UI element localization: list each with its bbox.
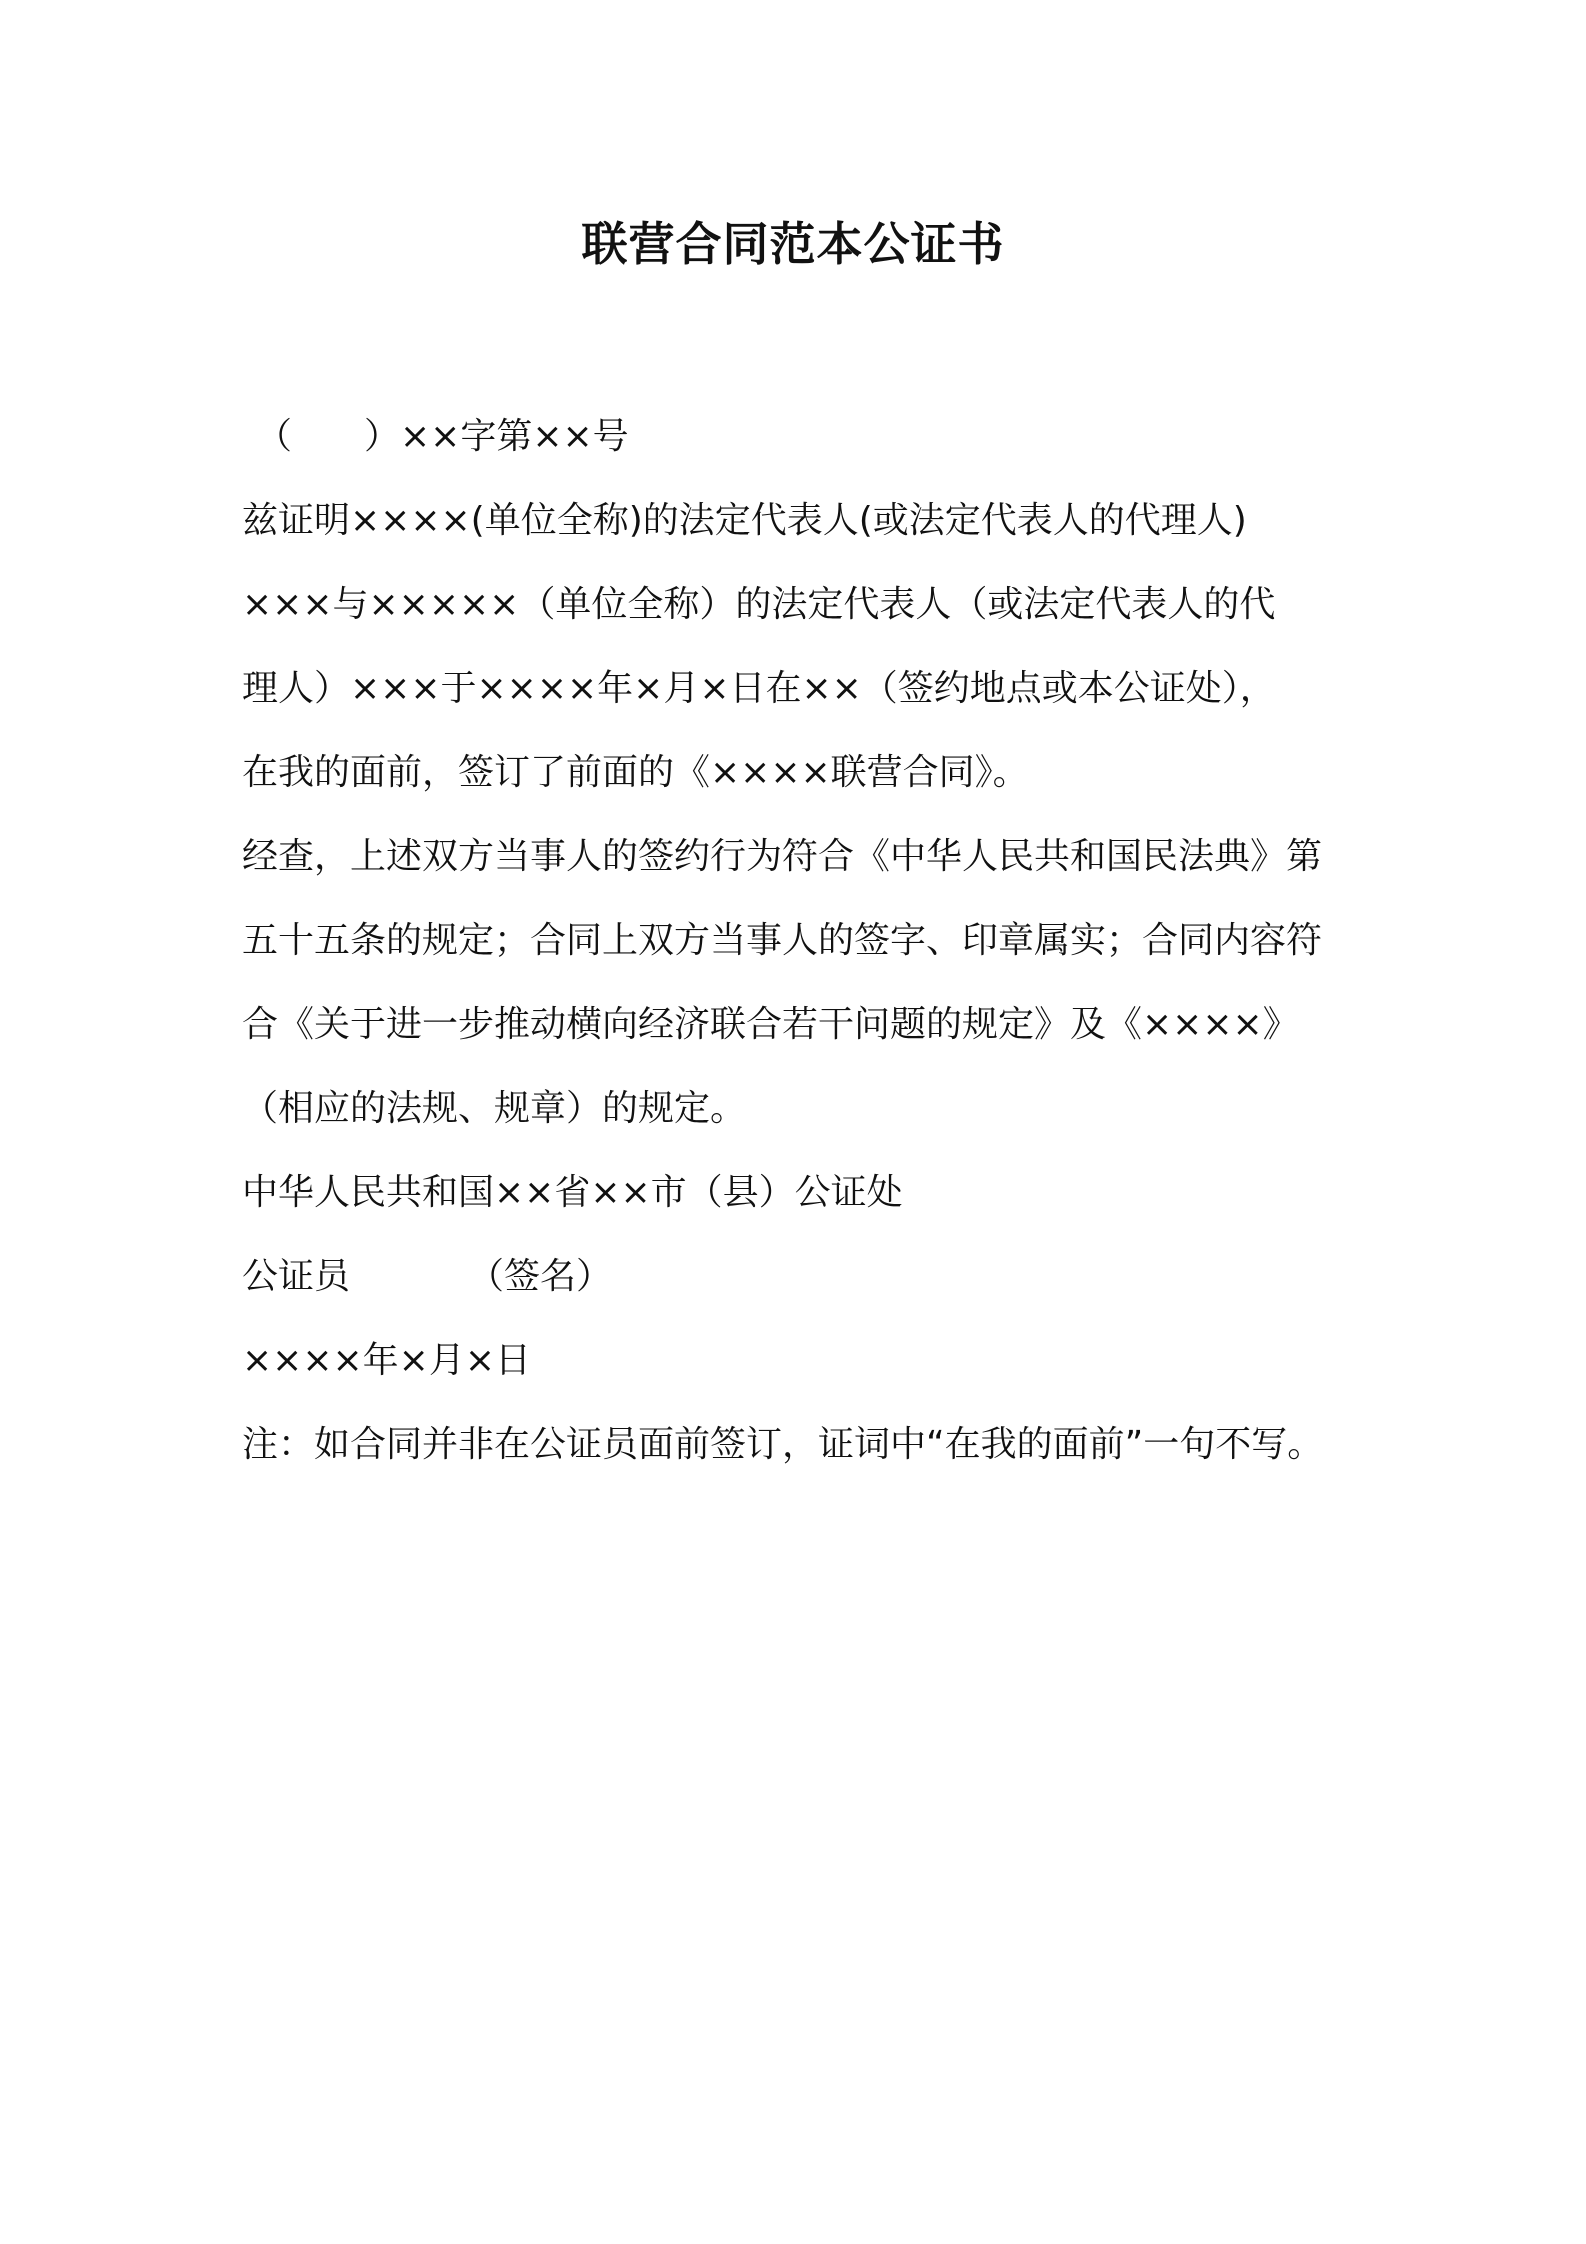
notary-office: 中华人民共和国××省××市（县）公证处	[242, 1172, 903, 1213]
body-line: ×××与×××××（单位全称）的法定代表人（或法定代表人的代	[242, 584, 1276, 625]
notary-label: 公证员	[242, 1256, 351, 1297]
document-date: ××××年×月×日	[242, 1340, 531, 1381]
body-line: 兹证明××××(单位全称)的法定代表人(或法定代表人的代理人)	[242, 500, 1247, 541]
notary-signature-line	[242, 1252, 612, 1302]
body-line: 五十五条的规定；合同上双方当事人的签字、印章属实；合同内容符	[242, 920, 1323, 961]
body-line: 经查，上述双方当事人的签约行为符合《中华人民共和国民法典》第	[242, 836, 1323, 877]
signature-label: （签名）	[468, 1256, 613, 1297]
body-line: 理人）×××于××××年×月×日在××（签约地点或本公证处），	[242, 668, 1276, 709]
body-line: 合《关于进一步推动横向经济联合若干问题的规定》及《××××》	[242, 1004, 1299, 1045]
footnote: 注：如合同并非在公证员面前签订，证词中“在我的面前”一句不写。	[242, 1424, 1324, 1465]
document-title: 联营合同范本公证书	[581, 217, 1005, 271]
body-line: 在我的面前，签订了前面的《××××联营合同》。	[242, 752, 1029, 793]
body-line: （相应的法规、规章）的规定。	[242, 1088, 747, 1129]
document-number: （ ）××字第××号	[256, 416, 629, 457]
